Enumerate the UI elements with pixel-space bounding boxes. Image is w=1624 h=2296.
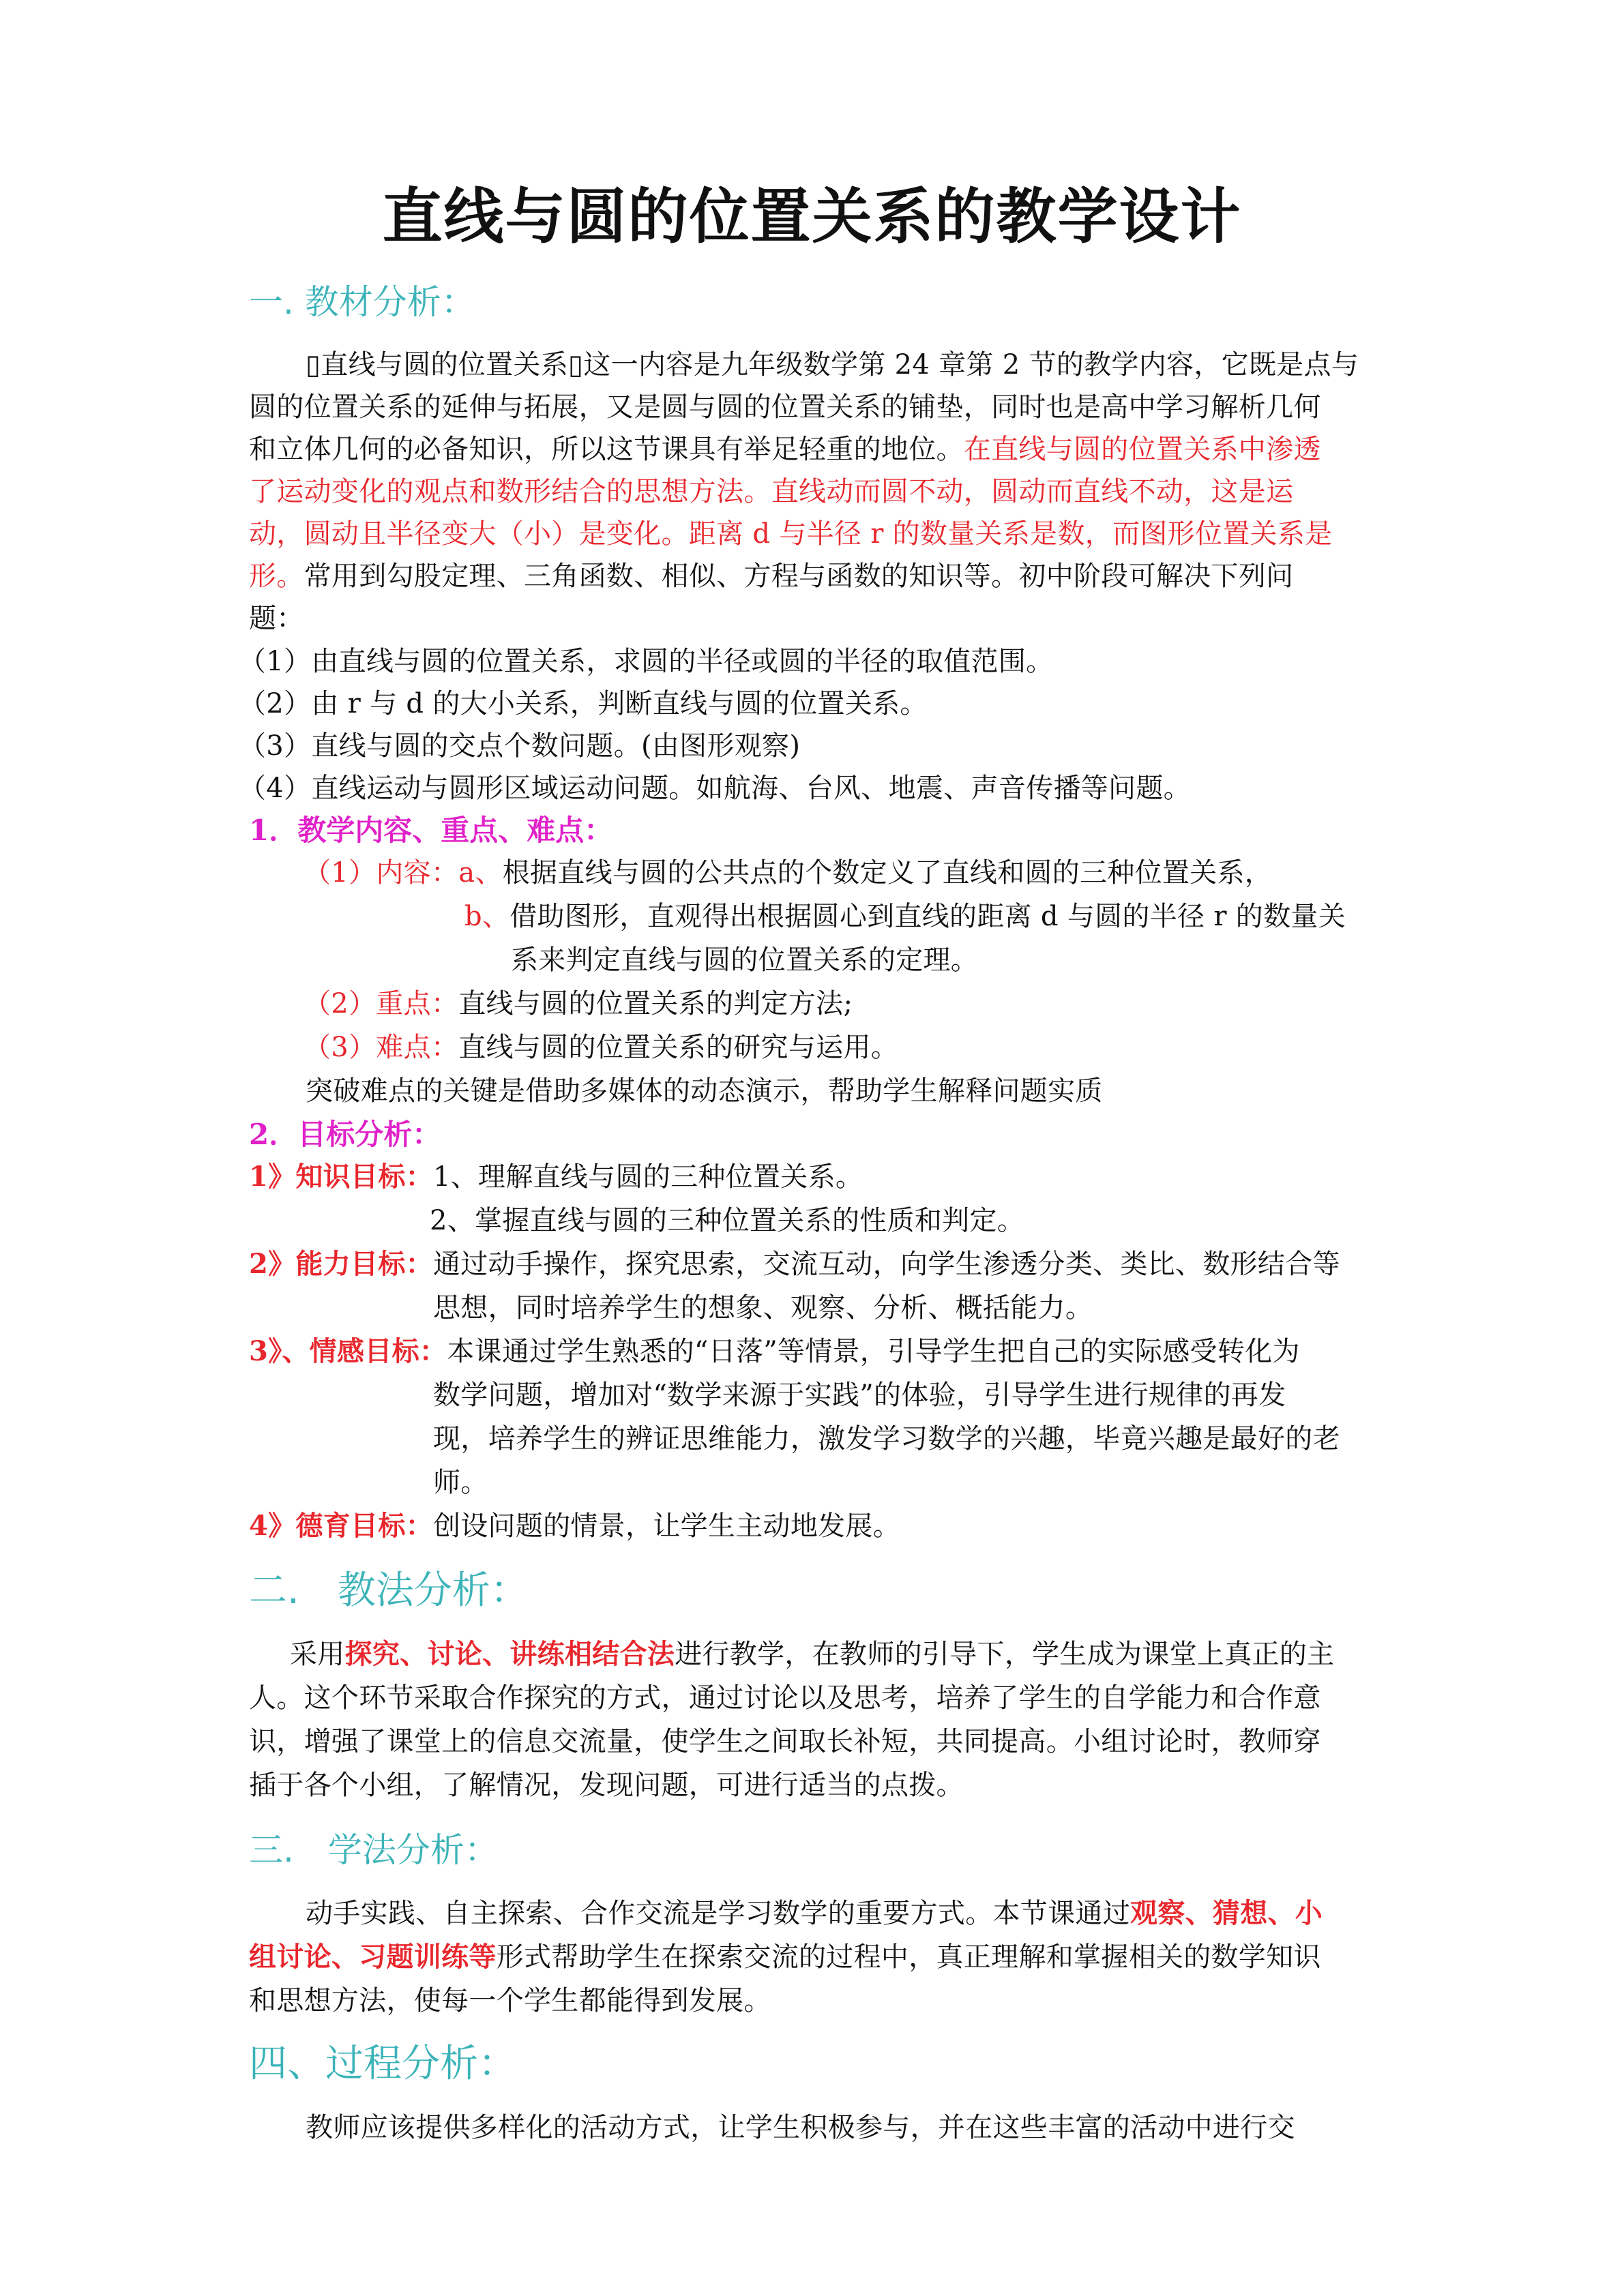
paragraph-line: 识，增强了课堂上的信息交流量，使学生之间取长补短，共同提高。小组讨论时，教师穿 <box>249 1726 1321 1757</box>
difficulty-label: （3）难点： <box>304 1032 459 1063</box>
page-title: 直线与圆的位置关系的教学设计 <box>382 181 1242 252</box>
subheading-teaching-content: 1．教学内容、重点、难点： <box>249 814 613 847</box>
key-point-label: （2）重点： <box>304 988 459 1019</box>
list-item: （2）由 r 与 d 的大小关系，判断直线与圆的位置关系。 <box>239 688 928 719</box>
paragraph-line <box>249 557 1293 595</box>
goal-moral-text: 创设问题的情景，让学生主动地发展。 <box>432 1510 901 1542</box>
paragraph-line <box>249 1938 1321 1976</box>
section-heading-learning-method: 三. 学法分析： <box>249 1830 499 1870</box>
goal-ability-label: 2》能力目标： <box>249 1248 433 1280</box>
paragraph-line: 题： <box>249 603 304 634</box>
paragraph-text: 和立体几何的必备知识，所以这节课具有举足轻重的地位。 <box>249 434 964 465</box>
paragraph-line: 插于各个小组，了解情况，发现问题，可进行适当的点拨。 <box>249 1770 964 1801</box>
highlight-text: 组讨论、习题训练等 <box>249 1941 497 1973</box>
goal-emotion-line <box>249 1332 1300 1371</box>
highlight-text: 形。 <box>249 561 304 592</box>
section-heading-textbook-analysis: 一. 教材分析： <box>249 282 475 322</box>
highlight-line: 了运动变化的观点和数形结合的思想方法。直线动而圆不动，圆动而直线不动，这是运 <box>249 476 1294 507</box>
highlight-line: 动，圆动且半径变大（小）是变化。距离 d 与半径 r 的数量关系是数，而图形位置关系是 <box>249 518 1333 550</box>
paragraph-text: 动手实践、自主探索、合作交流是学习数学的重要方式。本节课通过 <box>306 1898 1130 1929</box>
goal-knowledge-line <box>249 1158 863 1196</box>
goal-emotion-line-4: 师。 <box>433 1467 488 1498</box>
goal-knowledge-label: 1》知识目标： <box>249 1161 433 1193</box>
section-heading-teaching-method: 二. 教法分析： <box>249 1568 529 1613</box>
key-point-line <box>304 985 853 1023</box>
goal-emotion-text: 本课通过学生熟悉的“日落”等情景，引导学生把自己的实际感受转化为 <box>447 1336 1300 1367</box>
breakthrough-line: 突破难点的关键是借助多媒体的动态演示，帮助学生解释问题实质 <box>306 1075 1103 1107</box>
content-b-line-2: 系来判定直线与圆的位置关系的定理。 <box>511 944 979 976</box>
content-label: （1）内容： <box>304 857 459 889</box>
highlight-text: 观察、猜想、小 <box>1130 1897 1323 1929</box>
goal-moral-label: 4》德育目标： <box>249 1510 433 1542</box>
content-a-line <box>304 854 1272 892</box>
goal-knowledge-line-2: 2、掌握直线与圆的三种位置关系的性质和判定。 <box>430 1205 1025 1236</box>
content-a-label: a、 <box>458 857 503 889</box>
section-heading-process-analysis: 四、过程分析： <box>249 2042 516 2086</box>
goal-ability-line-2: 思想，同时培养学生的想象、观察、分析、概括能力。 <box>433 1292 1093 1324</box>
paragraph-line <box>290 1635 1334 1673</box>
paragraph-text: 常用到勾股定理、三角函数、相似、方程与函数的知识等。初中阶段可解决下列问 <box>304 561 1294 592</box>
paragraph-text: 进行教学，在教师的引导下，学生成为课堂上真正的主 <box>675 1639 1335 1670</box>
paragraph-line <box>306 1894 1323 1933</box>
goal-ability-line <box>249 1245 1340 1283</box>
paragraph-line: 教师应该提供多样化的活动方式，让学生积极参与，并在这些丰富的活动中进行交 <box>306 2112 1295 2143</box>
subheading-goal-analysis: 2．目标分析： <box>249 1118 441 1151</box>
goal-emotion-line-2: 数学问题，增加对“数学来源于实践”的体验，引导学生进行规律的再发 <box>433 1380 1286 1411</box>
list-item: （3）直线与圆的交点个数问题。(由图形观察) <box>239 730 801 762</box>
content-b-line <box>464 897 1346 936</box>
list-item: （1）由直线与圆的位置关系，求圆的半径或圆的半径的取值范围。 <box>239 646 1054 677</box>
highlight-text: 在直线与圆的位置关系中渗透 <box>963 434 1321 465</box>
goal-ability-text: 通过动手操作，探究思索，交流互动，向学生渗透分类、类比、数形结合等 <box>432 1249 1340 1280</box>
key-point-text: 直线与圆的位置关系的判定方法; <box>458 988 853 1019</box>
paragraph-line: ▯直线与圆的位置关系▯这一内容是九年级数学第 24 章第 2 节的教学内容，它既是点与 <box>306 349 1359 381</box>
difficulty-line <box>304 1028 898 1067</box>
content-b-text: 借助图形，直观得出根据圆心到直线的距离 d 与圆的半径 r 的数量关 <box>510 901 1346 932</box>
content-b-label: b、 <box>464 901 510 932</box>
goal-emotion-line-3: 现，培养学生的辨证思维能力，激发学习数学的兴趣，毕竟兴趣是最好的老 <box>433 1423 1340 1455</box>
highlight-text: 探究、讨论、讲练相结合法 <box>344 1638 675 1670</box>
goal-knowledge-text: 1、理解直线与圆的三种位置关系。 <box>432 1161 863 1193</box>
goal-emotion-label: 3》、情感目标： <box>249 1335 447 1367</box>
content-a-text: 根据直线与圆的公共点的个数定义了直线和圆的三种位置关系， <box>502 857 1273 889</box>
goal-moral-line <box>249 1507 900 1545</box>
paragraph-text: 采用 <box>290 1639 345 1670</box>
paragraph-line: 人。这个环节采取合作探究的方式，通过讨论以及思考，培养了学生的自学能力和合作意 <box>249 1682 1321 1714</box>
list-item: （4）直线运动与圆形区域运动问题。如航海、台风、地震、声音传播等问题。 <box>239 773 1191 804</box>
difficulty-text: 直线与圆的位置关系的研究与运用。 <box>458 1032 899 1063</box>
paragraph-text: 形式帮助学生在探索交流的过程中，真正理解和掌握相关的数学知识 <box>496 1941 1321 1973</box>
paragraph-line: 和思想方法，使每一个学生都能得到发展。 <box>249 1985 771 2016</box>
paragraph-line: 圆的位置关系的延伸与拓展，又是圆与圆的位置关系的铺垫，同时也是高中学习解析几何 <box>249 391 1321 423</box>
paragraph-line <box>249 430 1321 468</box>
